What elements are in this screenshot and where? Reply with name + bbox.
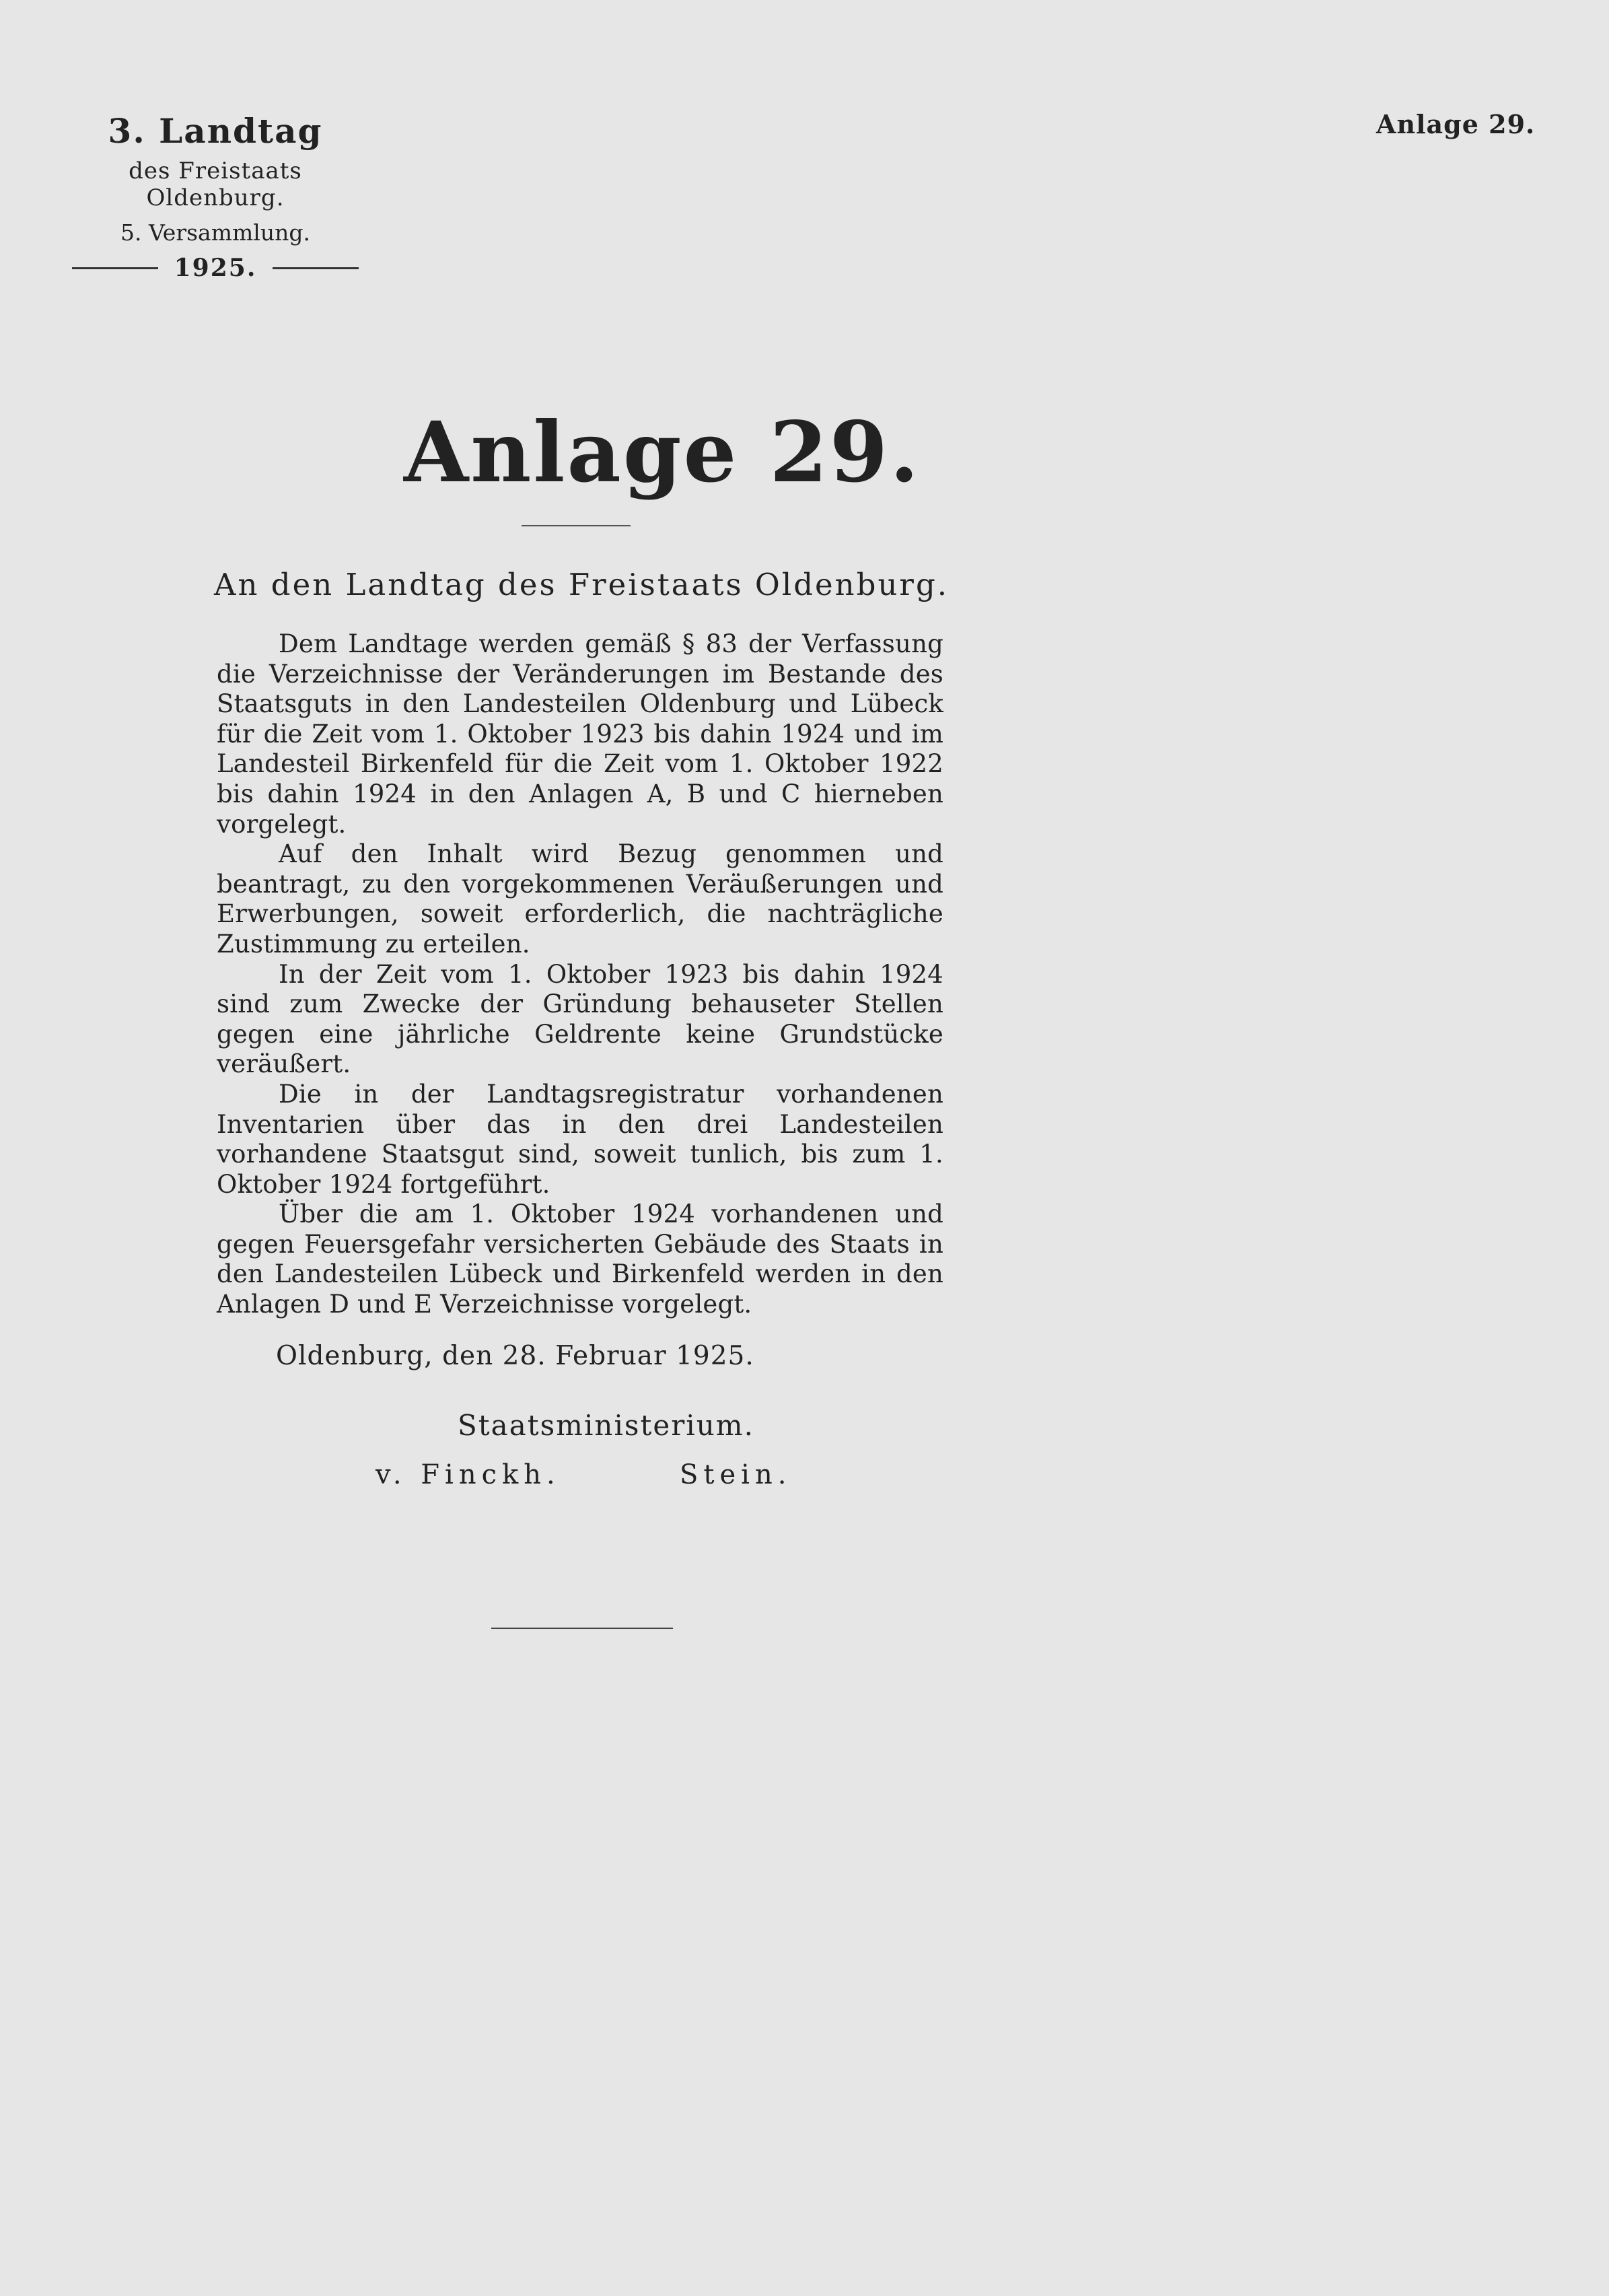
- salutation: An den Landtag des Freistaats Oldenburg.: [214, 567, 950, 602]
- header-block: [61, 111, 370, 282]
- paragraph: Über die am 1. Oktober 1924 vorhandenen und gegen Feuersgefahr versicherten Gebäude des Staats in den Landesteilen Lübeck und Birkenfeld werden in den Anlagen D und E Verzeichnisse vorgelegt.: [217, 1199, 943, 1319]
- paragraph: Dem Landtage werden gemäß § 83 der Verfassung die Verzeichnisse der Veränderungen im Bestande des Staatsguts in den Landesteilen Oldenburg und Lübeck für die Zeit vom 1. Oktober 1923 bis dahin 1924 und im Landesteil Birkenfeld für die Zeit vom 1. Oktober 1922 bis dahin 1924 in den Anlagen A, B und C hierneben vorgelegt.: [217, 629, 943, 839]
- freistaat-line: des Freistaats Oldenburg.: [129, 158, 302, 211]
- signatory-stein: Stein.: [680, 1459, 792, 1490]
- closing-divider: [491, 1628, 673, 1629]
- versammlung-line: 5. Versammlung.: [120, 219, 310, 246]
- page-title: Anlage 29.: [404, 404, 921, 501]
- year-line: [61, 254, 370, 282]
- paragraph: In der Zeit vom 1. Oktober 1923 bis dahin 1924 sind zum Zwecke der Gründung behauseter Stellen gegen eine jährliche Geldrente keine Grundstücke veräußert.: [217, 959, 943, 1079]
- annex-reference: Anlage 29.: [1376, 109, 1536, 139]
- title-divider: [522, 525, 631, 526]
- body-text: [217, 629, 943, 1320]
- year-rule-right: [273, 267, 359, 269]
- year: 1925.: [174, 254, 257, 282]
- ministry-name: Staatsministerium.: [458, 1409, 754, 1442]
- place-date: Oldenburg, den 28. Februar 1925.: [276, 1341, 754, 1371]
- paragraph: Auf den Inhalt wird Bezug genommen und beantragt, zu den vorgekommenen Veräußerungen und Erwerbungen, soweit erforderlich, die nachträgliche Zustimmung zu erteilen.: [217, 839, 943, 959]
- landtag-heading: 3. Landtag: [108, 111, 323, 151]
- signatory-finckh: v. Finckh.: [376, 1459, 561, 1490]
- year-rule-left: [72, 267, 158, 269]
- paragraph: Die in der Landtagsregistratur vorhandenen Inventarien über das in den drei Landesteilen vorhandene Staatsgut sind, soweit tunlich, bis zum 1. Oktober 1924 fortgeführt.: [217, 1079, 943, 1199]
